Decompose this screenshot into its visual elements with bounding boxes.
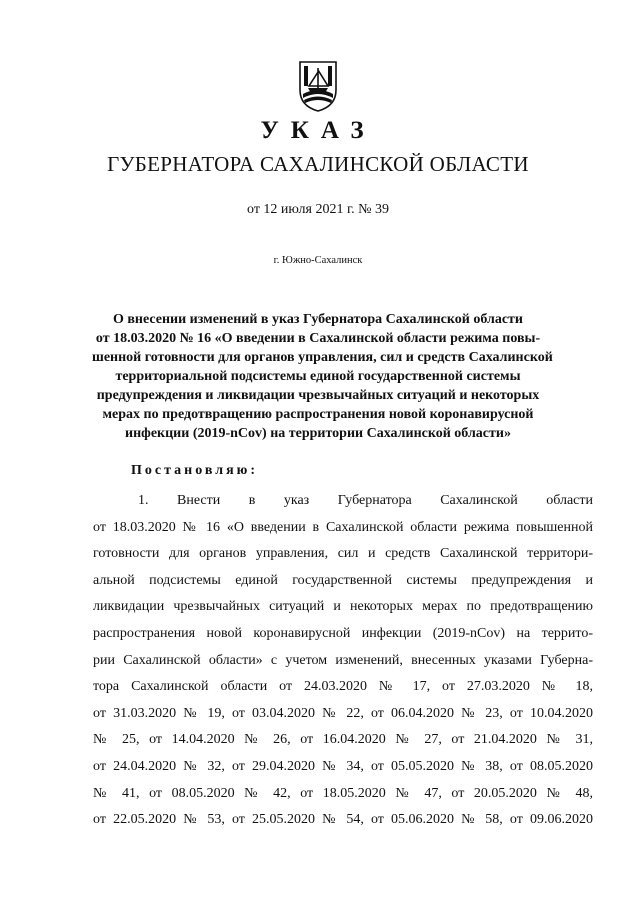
body-line: альной подсистемы единой государственной системы предупреждения и (93, 572, 593, 588)
heading-line: мерах по предотвращению распространения новой коронавирусной (102, 407, 534, 422)
body-line: от 24.04.2020 № 32, от 29.04.2020 № 34, от 05.05.2020 № 38, от 08.05.2020 (93, 758, 593, 774)
body-line: ликвидации чрезвычайных ситуаций и некоторых мерах по предотвращению (93, 599, 593, 615)
document-subtitle: ГУБЕРНАТОРА САХАЛИНСКОЙ ОБЛАСТИ (107, 152, 529, 176)
body-line: рии Сахалинской области» с учетом изменений, внесенных указами Губерна- (93, 652, 593, 668)
heading-line: инфекции (2019-nCov) на территории Сахалинской области» (125, 426, 511, 441)
body-line: от 22.05.2020 № 53, от 25.05.2020 № 54, от 05.06.2020 № 58, от 09.06.2020 (93, 812, 593, 828)
heading-line: от 18.03.2020 № 16 «О введении в Сахалинской области режима повы- (95, 331, 541, 346)
heading-line: шенной готовности для органов управления, сил и средств Сахалинской (92, 350, 553, 365)
document-city: г. Южно-Сахалинск (273, 255, 363, 266)
body-line: от 31.03.2020 № 19, от 03.04.2020 № 22, от 06.04.2020 № 23, от 10.04.2020 (93, 705, 593, 721)
body-line: готовности для органов управления, сил и средств Сахалинской территори- (93, 546, 593, 562)
body-line: № 41, от 08.05.2020 № 42, от 18.05.2020 № 47, от 20.05.2020 № 48, (93, 785, 593, 801)
body-line: от 18.03.2020 № 16 «О введении в Сахалинской области режима повышенной (93, 519, 593, 535)
heading-line: О внесении изменений в указ Губернатора Сахалинской области (112, 312, 523, 327)
body-line: распространения новой коронавирусной инфекции (2019-nCov) на террито- (93, 625, 593, 641)
sakhalin-coat-of-arms-emblem (298, 60, 338, 112)
document-heading (92, 310, 553, 443)
document-title: УКАЗ (260, 117, 376, 144)
document-date-number: от 12 июля 2021 г. № 39 (247, 202, 389, 217)
heading-line: территориальной подсистемы единой государственной системы (115, 369, 521, 384)
heading-line: предупреждения и ликвидации чрезвычайных ситуаций и некоторых (96, 388, 540, 403)
document-body (93, 488, 593, 834)
body-line: тора Сахалинской области от 24.03.2020 № 17, от 27.03.2020 № 18, (93, 679, 593, 695)
body-line: № 25, от 14.04.2020 № 26, от 16.04.2020 № 27, от 21.04.2020 № 31, (93, 732, 593, 748)
decree-word: Постановляю: (131, 463, 259, 478)
body-line: 1. Внести в указ Губернатора Сахалинской области (138, 493, 593, 508)
